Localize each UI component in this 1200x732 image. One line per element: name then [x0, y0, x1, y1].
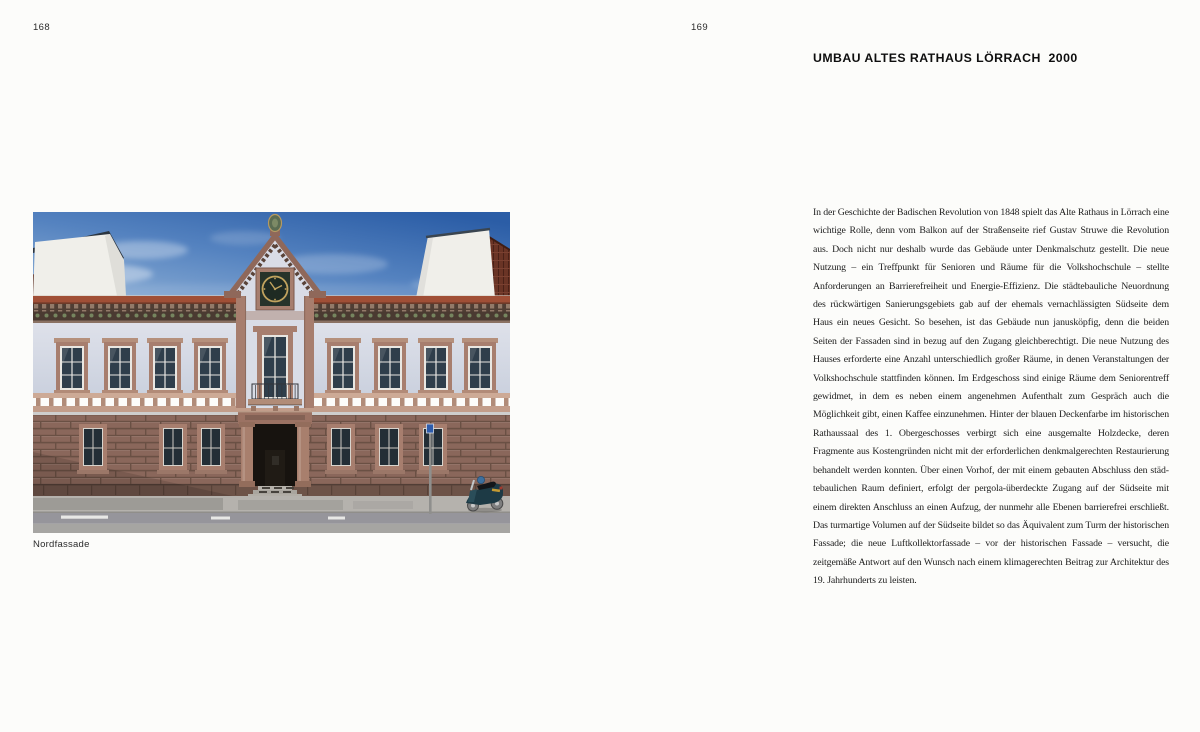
photo-figure	[33, 212, 510, 550]
left-gable-building	[33, 231, 126, 298]
chapter-heading: UMBAU ALTES RATHAUS LÖRRACH 2000	[813, 51, 1078, 65]
portal-column-right	[295, 422, 311, 487]
photo-caption: Nordfassade	[33, 539, 90, 550]
page-number-right: 169	[691, 22, 709, 33]
portal-column-left	[239, 422, 255, 487]
body-text: In der Geschichte der Badischen Revolution von 1848 spielt das Alte Rathaus in Lörrach eine wichtige Rolle, denn vom Balkon auf der Straßenseite rief Gustav Struwe die Revolution aus. Doch nicht nur deshalb wurde das Gebäude unter Denkmalschutz gestellt. Die neue Nutzung – ein Treffpunkt für Senioren und Räume für die Volkshochschule – stellte Anforderungen an Barrierefreiheit und Energie-Effizienz. Die städtebauliche Neuordnung des rückwärtigen Sanierungsgebiets gab auf der ehemals vernachlässigten Südseite dem Haus ein neues Gesicht. So besehen, ist das Gebäude nun janusköpfig, denn die beiden Seiten der Fassaden sind in bezug auf den Zugang gleichberechtigt. Die neue Nutzung des Hauses erforderte eine Anzahl unterschiedlich großer Räume, in denen Veranstaltungen der Volkshochschule stattfinden können. Im Erdgeschoss sind einige Räume dem Seniorentreff gewidmet, in dem es neben einem angenehmen Aufenthalt zum Gespräch auch die Möglichkeit gibt, einen Kaffee einzunehmen. Hinter der blauen Deckenfarbe im historischen Rathaussaal des 1. Obergeschosses verbirgt sich eine ausgemalte Holzdecke, deren Fragmente aus Kostengründen nicht mit der erforderlichen denkmalgerechten Restaurierung behandelt werden konnten. Über einen Vorhof, der mit einem gebauten Abschluss den städtebaulichen Raum definiert, erfolgt der pergola-überdeckte Zugang auf der Südseite mit einem direkten Anschluss an einen Aufzug, der nunmehr alle Ebenen barrierefrei erschließt. Das turmartige Volumen auf der Südseite bildet so das Äquivalent zum Turm der historischen Fassade; die neue Luftkollektorfassade – vor der historischen Fassade – versucht, die zeitgemäße Antwort auf den Wunsch nach einem klimagerechten Beitrag zur Architektur des 19. Jahrhunderts zu leisten.	[813, 207, 1169, 587]
crest-ornament	[269, 215, 282, 237]
building-photo	[33, 212, 510, 533]
tower-clock	[256, 268, 294, 310]
street	[33, 513, 510, 533]
page-number-left: 168	[33, 22, 51, 33]
sidewalk	[33, 496, 510, 513]
